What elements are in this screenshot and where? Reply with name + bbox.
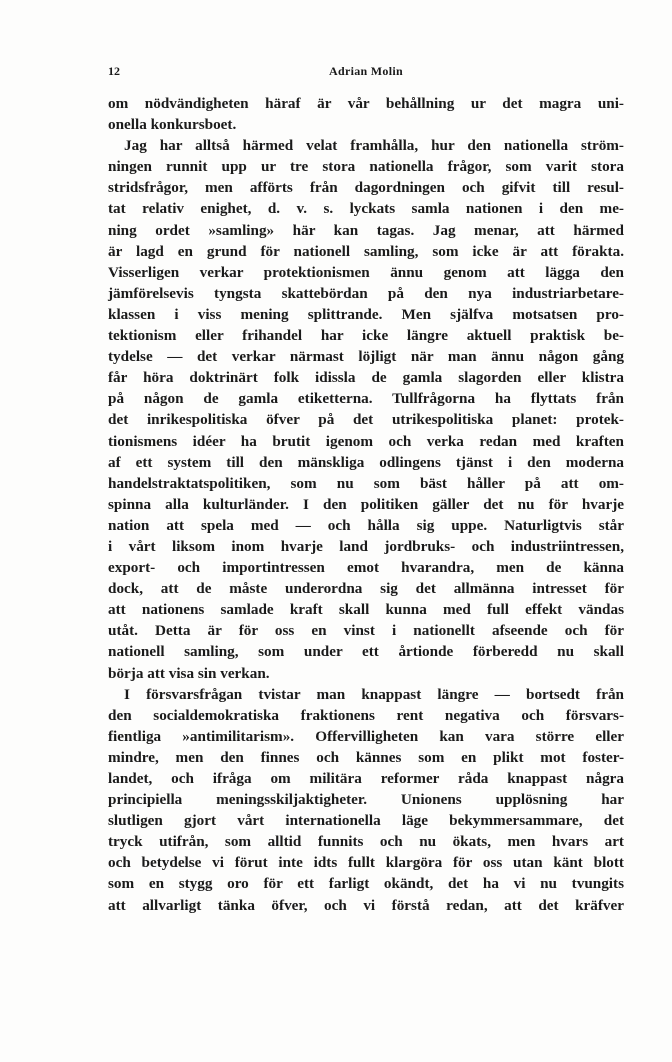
text-line: principiella meningsskiljaktigheter. Unionens upplösning har bbox=[108, 791, 624, 809]
text-line: tionismens idéer ha brutit igenom och verka redan med kraften bbox=[108, 432, 624, 450]
text-line: klassen i viss mening splittrande. Men själfva motsatsen pro- bbox=[108, 305, 624, 323]
text-line: tydelse — det verkar närmast löjligt när man ännu någon gång bbox=[108, 348, 624, 366]
text-line: som en stygg oro för ett farligt okändt, det ha vi nu tvungits bbox=[108, 875, 624, 893]
text-line: jämförelsevis tyngsta skattebördan på den nya industriarbetare- bbox=[108, 284, 624, 302]
text-line: ningen runnit upp ur tre stora nationella frågor, som varit stora bbox=[108, 158, 624, 176]
page-header bbox=[108, 64, 624, 84]
text-line: får höra doktrinärt folk idissla de gamla slagorden eller klistra bbox=[108, 369, 624, 387]
page-number: 12 bbox=[108, 64, 120, 78]
text-line: dock, att de måste underordna sig det allmänna intresset för bbox=[108, 580, 624, 598]
text-line: börja att visa sin verkan. bbox=[108, 664, 270, 682]
text-line: ning ordet »samling» här kan tagas. Jag menar, att härmed bbox=[108, 221, 624, 239]
text-line: på någon de gamla etiketterna. Tullfrågorna ha flyttats från bbox=[108, 390, 624, 408]
text-line: I försvarsfrågan tvistar man knappast längre — bortsedt från bbox=[124, 685, 624, 703]
text-line: att nationens samlade kraft skall kunna med full effekt vändas bbox=[108, 601, 624, 619]
text-line: är lagd en grund för nationell samling, som icke är att förakta. bbox=[108, 242, 624, 260]
text-line: och betydelse vi förut inte idts fullt klargöra för oss utan känt blott bbox=[108, 854, 624, 872]
text-line: fientliga »antimilitarism». Offervilligheten kan vara större eller bbox=[108, 727, 624, 745]
text-line: att allvarligt tänka öfver, och vi förstå redan, att det kräfver bbox=[108, 896, 624, 914]
text-line: af ett system till den mänskliga odlingens tjänst i den moderna bbox=[108, 453, 624, 471]
text-line: stridsfrågor, men afförts från dagordningen och gifvit till resul- bbox=[108, 179, 624, 197]
text-line: tat relativ enighet, d. v. s. lyckats samla nationen i den me- bbox=[108, 200, 624, 218]
text-line: nationell samling, som under ett årtionde förberedd nu skall bbox=[108, 643, 624, 661]
text-line: landet, och ifråga om militära reformer råda knappast några bbox=[108, 770, 624, 787]
text-line: Jag har alltså härmed velat framhålla, hur den nationella ström- bbox=[124, 137, 624, 155]
text-line: i vårt liksom inom hvarje land jordbruks- och industriintressen, bbox=[108, 537, 624, 555]
text-line: tektionism eller frihandel har icke längre aktuell praktisk be- bbox=[108, 327, 624, 345]
text-line: Visserligen verkar protektionismen ännu genom att lägga den bbox=[108, 263, 624, 281]
running-head: Adrian Molin bbox=[329, 64, 403, 78]
text-line: utåt. Detta är för oss en vinst i nationellt afseende och för bbox=[108, 622, 624, 640]
text-line: nation att spela med — och hålla sig uppe. Naturligtvis står bbox=[108, 516, 624, 534]
text-line: den socialdemokratiska fraktionens rent negativa och försvars- bbox=[108, 706, 624, 724]
text-line: mindre, men den finnes och kännes som en plikt mot foster- bbox=[108, 748, 624, 766]
text-line: tryck utifrån, som alltid funnits och nu ökats, men hvars art bbox=[108, 833, 624, 851]
text-line: om nödvändigheten häraf är vår behållning ur det magra uni- bbox=[108, 95, 624, 112]
text-line: det inrikespolitiska öfver på det utrikespolitiska planet: protek- bbox=[108, 411, 624, 429]
text-line: export- och importintressen emot hvarandra, men de känna bbox=[108, 559, 624, 577]
text-line: slutligen gjort vårt internationella läge bekymmersammare, det bbox=[108, 812, 624, 830]
text-line: onella konkursboet. bbox=[108, 116, 237, 134]
body-text bbox=[108, 93, 624, 916]
text-line: handelstraktatspolitiken, som nu som bäst håller på att om- bbox=[108, 474, 624, 492]
text-line: spinna alla kulturländer. I den politiken gäller det nu för hvarje bbox=[108, 495, 624, 513]
